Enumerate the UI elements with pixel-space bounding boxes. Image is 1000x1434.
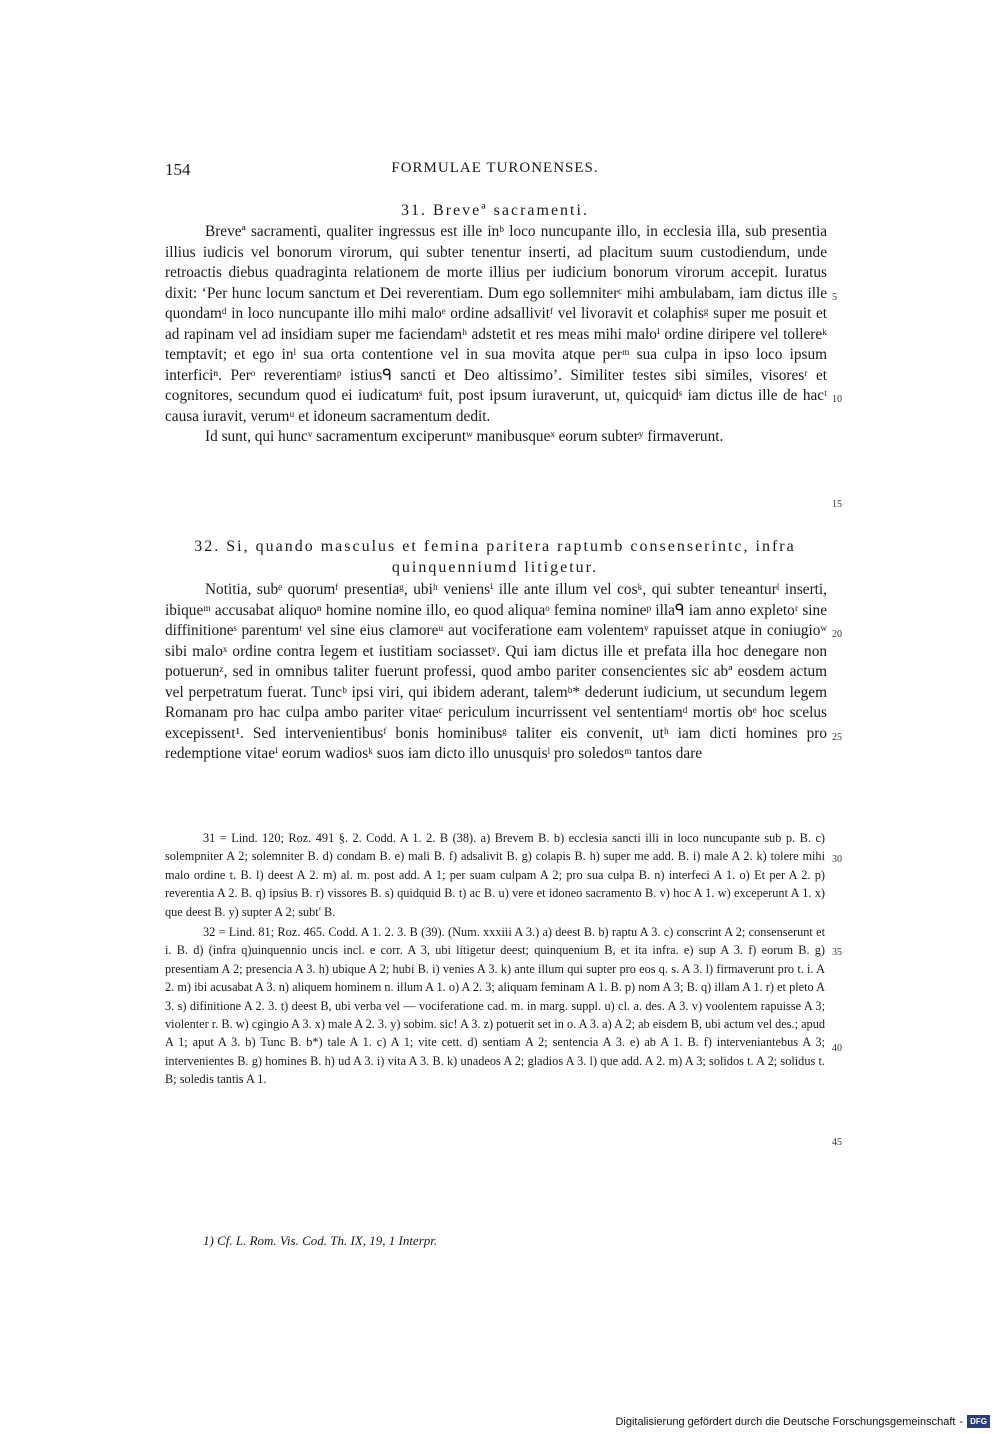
footer-credit: Digitalisierung gefördert durch die Deutsche Forschungsgemeinschaft [615, 1415, 956, 1428]
page-number: 154 [165, 160, 191, 179]
section-31-para-2: Id sunt, qui huncᵛ sacramentum exciperuntʷ manibusqueˣ eorum subterʸ firmaverunt. [205, 428, 724, 445]
notes-31: 31 = Lind. 120; Roz. 491 §. 2. Codd. A 1. 2. B (38). a) Brevem B. b) ecclesia sancti illi in loco nuncupante sub p. B. c) solempniter A 2; solemniter B. d) condam B. e) mali B. f) adsalivit B. g) colapis B. h) super me add. B. i) male A 2. k) tolere mihi malo ordine t. B. l) deest A 2. m) al. m. post add. A 1; per suam culpam A 2; pro sua culpa B. n) interfeci A 1. o) Et per A 2. p) reverentia A 2. B. q) ipsius B. r) vissores B. s) quidquid B. t) ac B. u) vere et idoneo sacramento B. v) hoc A 1. w) exceperunt A 1. x) que deest B. y) supter A 2; subt' B. [165, 831, 825, 919]
line-number: 15 [832, 499, 842, 510]
line-number: 35 [832, 947, 842, 958]
line-number: 10 [832, 394, 842, 405]
notes-32: 32 = Lind. 81; Roz. 465. Codd. A 1. 2. 3. B (39). (Num. xxxiii A 3.) a) deest B. b) raptu A 3. c) conscrint A 2; consenserunt et i. B. d) (infra q)uinquennio uncis incl. e corr. A 3, ubi litigetur deest; quinquenium B, et ita infra. e) sup A 3. f) eorum B. g) presentiam A 2; presencia A 3. h) ubique A 2; hubi B. i) venies A 3. k) ante illum qui supter pro eos q. s. A 3. l) firmaverunt pro t. i. A 2. m) ibi acusabat A 3. n) aliquem hominem n. illum A 1. o) A 2. 3; aliquam feminam A 1. B. p) nom A 3; B. q) illam A 1. r) et pleto A 3. s) difinitione A 2. 3. t) deest B, ubi verba vel — vociferatione cad. m. in marg. suppl. u) cl. a. des. A 3. v) voolentem rapuisse A 3; violenter r. B. w) cgingio A 3. x) male A 2. 3. y) sobim. sic! A 3. z) potuerit set in o. A 3. a) A 2; ab eisdem B, ubi actum vel des.; apud A 1; aput A 3. b) Tunc B. b*) tale A 1. c) A 1; vite cett. d) sentiam A 2; sentencia A 3. e) ab A 1. B. f) interveniantebus A 3; intervenientes B. g) homines B. h) ud A 3. i) vita A 3. B. k) unadeos A 2; gladios A 3. l) que add. A 2. m) A 3; solidos t. A 2; solidus t. B; soledis tantis A 1. [165, 925, 825, 1087]
critical-apparatus [165, 829, 825, 1091]
section-31-body [165, 222, 827, 448]
page-header [165, 160, 825, 184]
line-number: 45 [832, 1137, 842, 1148]
running-title: FORMULAE TURONENSES. [391, 160, 599, 176]
section-32-title: 32. Si, quando masculus et femina paritera raptumb consenserintc, infra quinquenniumd litigetur. [194, 538, 796, 576]
dfg-logo-icon: DFG [967, 1415, 990, 1428]
section-32-body [165, 580, 827, 765]
line-number: 30 [832, 854, 842, 865]
line-number: 25 [832, 732, 842, 743]
footnote: 1) Cf. L. Rom. Vis. Cod. Th. IX, 19, 1 Interpr. [203, 1233, 438, 1248]
section-32-para-1: Notitia, subᵉ quorumᶠ presentiaᵍ, ubiʰ veniensⁱ ille ante illum vel cosᵏ, qui subter teneanturˡ inserti, ibiqueᵐ accusabat aliquoⁿ homine nomine illo, eo quod aliquaᵒ femina nomineᵖ illaᑫ iam anno expletoʳ sine diffinitioneˢ parentumᵗ vel sine eius clamoreᵘ aut vociferatione eam volentemᵛ rapuisset atque in coniugioʷ sibi maloˣ ordine contra legem et iustitiam sociassetʸ. Qui iam dictus ille et prefata illa hoc denegare non potuerunᶻ, sed in omnibus taliter fuerunt professi, quod ambo pariter consencientes sic abª eosdem actum vel perpetratum fuerat. Tuncᵇ ipsi viri, qui ibidem aderant, talemᵇ* dederunt iudicium, ut secundum legem Romanam pro hac culpa ambo pariter vitaeᶜ periculum incurrissent vel sententiamᵈ mortis obᵉ hoc scelus excepissent¹. Sed intervenientibusᶠ bonis hominibusᵍ taliter eis convenit, utʰ iam dicti homines pro redemptione vitaeⁱ eorum wadiosᵏ suos iam dicto illo unusquisˡ pro soledosᵐ tantos dare [165, 581, 827, 762]
section-31-para-1: Breveª sacramenti, qualiter ingressus est ille inᵇ loco nuncupante illo, in ecclesia illa, sub presentia illius iudicis vel bonorum virorum, qui subter tenentur inserti, ad placitum suum custodiendum, unde retroactis diebus quadraginta relationem de morte illius per iudicium bonorum virorum accepit. Iuratus dixit: ‘Per hunc locum sanctum et Dei reverentiam. Dum ego sollemniterᶜ mihi ambulabam, iam dictus ille quondamᵈ in loco nuncupante illo mihi maloᵉ ordine adsallivitᶠ vel livoravit et colaphisᵍ super me posuit et ad rapinam vel ad insidiam super me faciendamʰ adstetit et res meas mihi maloⁱ ordine diripere vel tollereᵏ temptavit; et ego inˡ sua orta contentione vel in sua movita atque perᵐ sua culpa in ipso loco ipsum interficiⁿ. Perᵒ reverentiamᵖ istiusᑫ sancti et Deo altissimo’. Similiter testes sibi similes, visoresʳ et cognitores, secundum quod ei iudicatumˢ fuit, post ipsum iuraverunt, ut, quicquidˢ iam dictus ille de hacᵗ causa iuravit, verumᵘ et idoneum sacramentum dedit. [165, 223, 827, 425]
digitization-footer: Digitalisierung gefördert durch die Deutsche Forschungsgemeinschaft - DFG [615, 1415, 990, 1428]
section-31-title: 31. Breveª sacramenti. [401, 202, 589, 219]
line-number: 40 [832, 1043, 842, 1054]
line-number: 20 [832, 629, 842, 640]
line-number: 5 [832, 292, 837, 303]
